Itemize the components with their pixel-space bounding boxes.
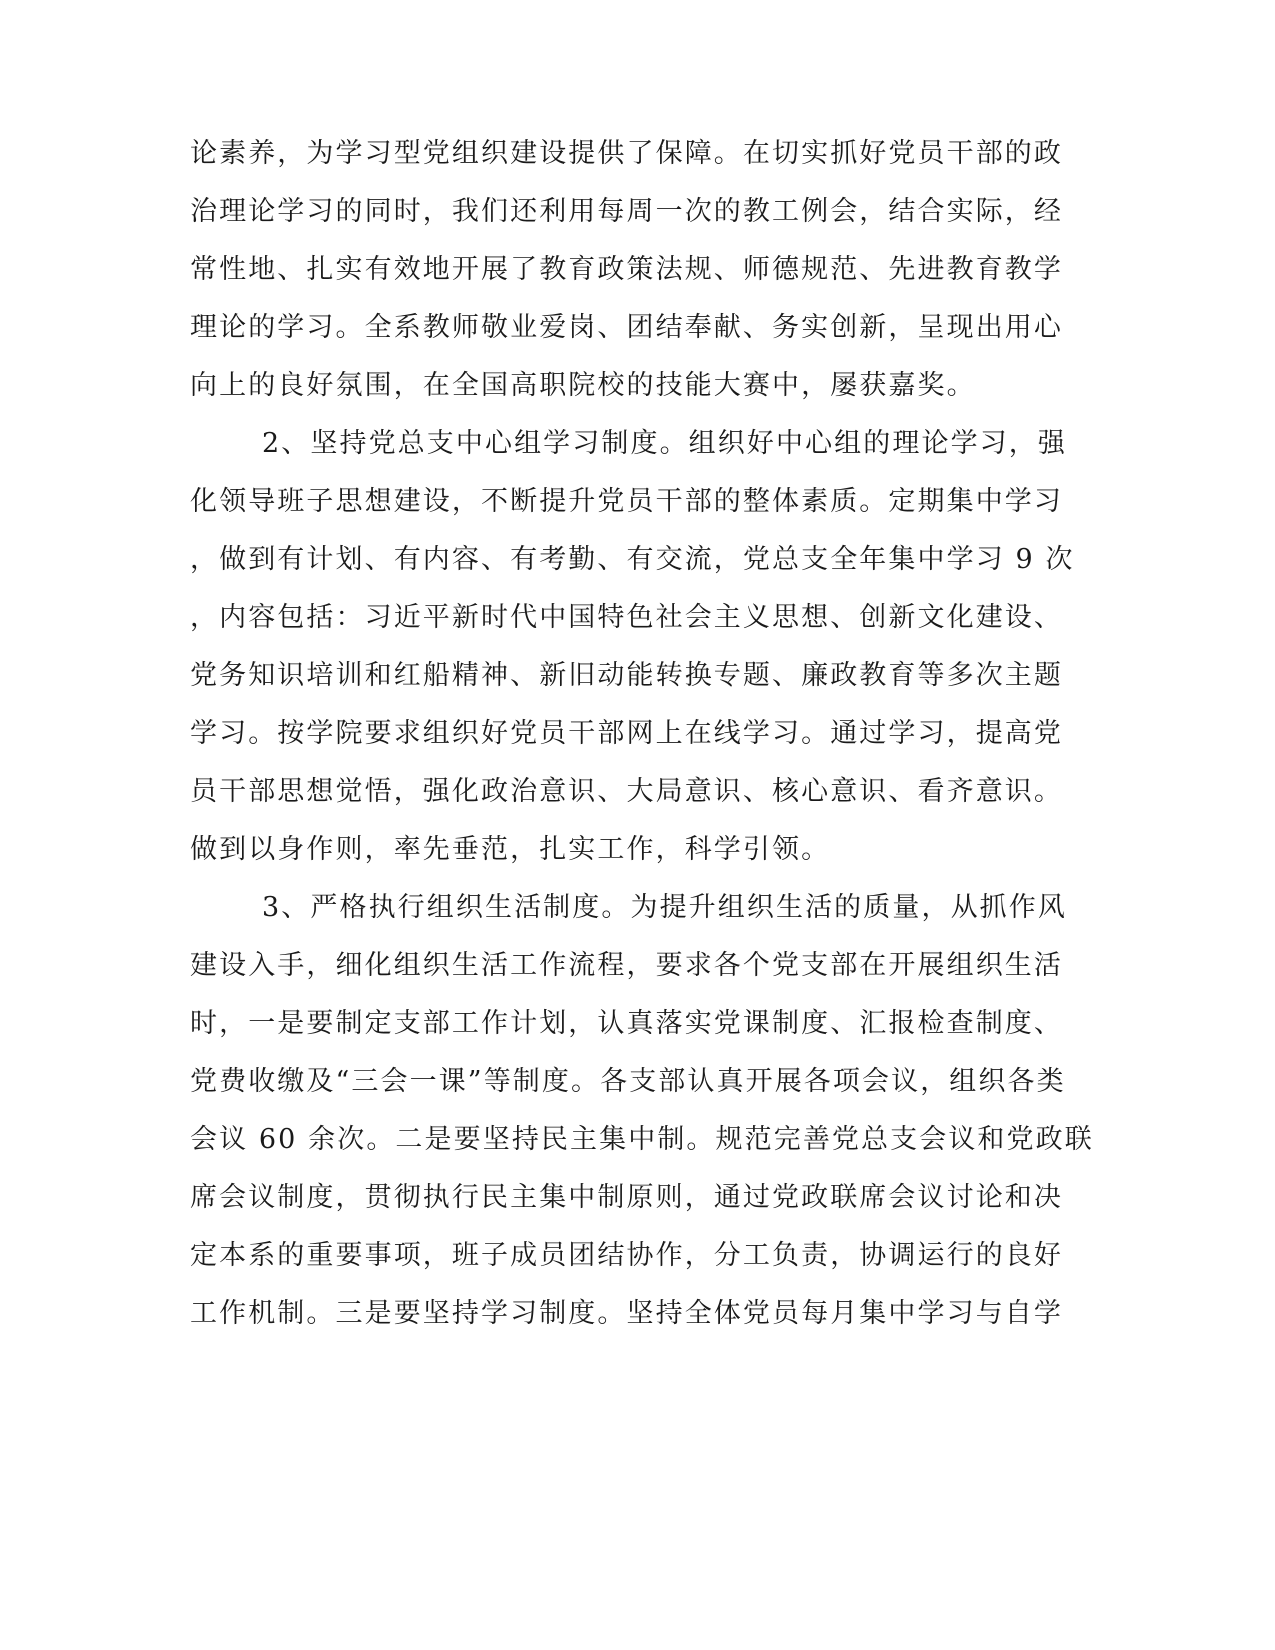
text-line: 治理论学习的同时，我们还利用每周一次的教工例会，结合实际，经 [190, 196, 1063, 227]
text-line: 向上的良好氛围，在全国高职院校的技能大赛中，屡获嘉奖。 [190, 370, 976, 401]
text-line: 席会议制度，贯彻执行民主集中制原则，通过党政联席会议讨论和决 [190, 1182, 1063, 1213]
text-line: 定本系的重要事项，班子成员团结协作，分工负责，协调运行的良好 [190, 1240, 1063, 1271]
text-line: 工作机制。三是要坚持学习制度。坚持全体党员每月集中学习与自学 [190, 1298, 1063, 1329]
paragraph-start-line: 3、严格执行组织生活制度。为提升组织生活的质量，从抓作风 [262, 892, 1067, 923]
text-line: ，内容包括：习近平新时代中国特色社会主义思想、创新文化建设、 [190, 602, 1063, 633]
text-line: ，做到有计划、有内容、有考勤、有交流，党总支全年集中学习 9 次 [190, 544, 1075, 575]
text-line: 党费收缴及“三会一课”等制度。各支部认真开展各项会议，组织各类 [190, 1066, 1066, 1097]
text-line: 建设入手，细化组织生活工作流程，要求各个党支部在开展组织生活 [190, 950, 1063, 981]
text-line: 理论的学习。全系教师敬业爱岗、团结奉献、务实创新，呈现出用心 [190, 312, 1063, 343]
text-line: 员干部思想觉悟，强化政治意识、大局意识、核心意识、看齐意识。 [190, 776, 1063, 807]
text-line: 常性地、扎实有效地开展了教育政策法规、师德规范、先进教育教学 [190, 254, 1063, 285]
paragraph-start-line: 2、坚持党总支中心组学习制度。组织好中心组的理论学习，强 [262, 428, 1067, 459]
text-line: 学习。按学院要求组织好党员干部网上在线学习。通过学习，提高党 [190, 718, 1063, 749]
text-line: 论素养，为学习型党组织建设提供了保障。在切实抓好党员干部的政 [190, 138, 1063, 169]
text-line: 时，一是要制定支部工作计划，认真落实党课制度、汇报检查制度、 [190, 1008, 1063, 1039]
text-line: 化领导班子思想建设，不断提升党员干部的整体素质。定期集中学习 [190, 486, 1063, 517]
text-line: 会议 60 余次。二是要坚持民主集中制。规范完善党总支会议和党政联 [190, 1124, 1094, 1155]
text-line: 党务知识培训和红船精神、新旧动能转换专题、廉政教育等多次主题 [190, 660, 1063, 691]
text-line: 做到以身作则，率先垂范，扎实工作，科学引领。 [190, 834, 831, 865]
